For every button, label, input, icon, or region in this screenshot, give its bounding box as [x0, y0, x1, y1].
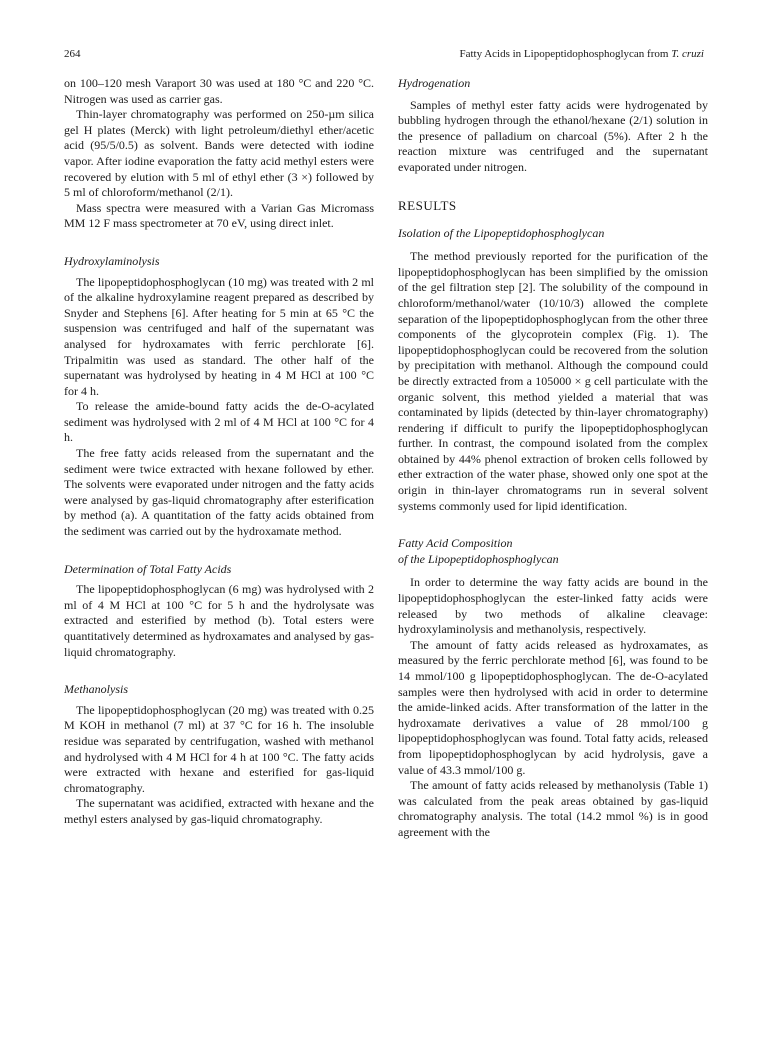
heading-hydrogenation: Hydrogenation [398, 76, 471, 90]
paragraph-free-fatty-acids: The free fatty acids released from the supernatant and the sediment were twice extracted with hexane followed by ether. The solvents were evaporated under nitrogen and the fatty acids were analysed by gas-liquid chromatography after esterification by method (a). A quantitation of the fatty acids obtained from the sediment was carried out by the hydroxamate method. [64, 446, 374, 539]
paragraph-isolation: The method previously reported for the purification of the lipopeptidophosphoglycan has been simplified by the omission of the gel filtration step [2]. The solubility of the compound in chloroform/methanol/water (10/10/3) allowed the complete separation of the lipopeptidophosphoglycan from the other three components of the glycoprotein complex (Fig. 1). The lipopeptidophosphoglycan could be recovered from the solution by precipitation with methanol. Although the compound could be directly extracted from a 105000 × g cell particulate with the organic solvent, this method yielded a material that was contaminated by lipids (detected by thin-layer chromatography) rendering if difficult to purify the lipopeptidophosphoglycan further. In contrast, the compound isolated from the complex obtained by 44% phenol extraction of broken cells followed by ether extraction of the water phase, showed only one spot at the origin in thin-layer chromatograms run in several solvent systems commonly used for lipid identification. [398, 249, 708, 513]
heading-isolation: Isolation of the Lipopeptidophosphoglycan [398, 225, 605, 240]
paragraph-bound-fatty-acids: In order to determine the way fatty acids are bound in the lipopeptidophosphoglycan the ester-linked fatty acids were released by two methods of alkaline cleavage: hydroxylaminolysis and methanolysis, respectively. [398, 575, 708, 637]
running-title-species: T. cruzi [671, 48, 704, 60]
paragraph-hydroxylaminolysis: The lipopeptidophosphoglycan (10 mg) was treated with 2 ml of the alkaline hydroxylamine reagent prepared as described by Snyder and Stephens [6]. After heating for 5 min at 65 °C the suspension was centrifuged and half of the supernatant was analysed for hydroxamates with ferric perchlorate [6]. Tripalmitin was used as standard. The other half of the supernatant was hydrolysed by heating in 4 M HCl at 100 °C for 4 h. [64, 274, 374, 398]
paragraph-supernatant: The supernatant was acidified, extracted with hexane and the methyl esters analysed by gas-liquid chromatography. [64, 796, 374, 826]
heading-total-fatty-acids: Determination of Total Fatty Acids [64, 561, 232, 576]
left-column [64, 76, 374, 1016]
heading-results: RESULTS [398, 197, 457, 213]
heading-hydroxylaminolysis: Hydroxylaminolysis [64, 253, 160, 268]
heading-fatty-acid-composition: Fatty Acid Composition [398, 536, 513, 551]
paragraph-methanolysis: The lipopeptidophosphoglycan (20 mg) was treated with 0.25 M KOH in methanol (7 ml) at 37 °C for 16 h. The insoluble residue was separated by centrifugation, washed with methanol and hydrolysed with 4 M HCl for 4 h at 100 °C. The fatty acids were extracted with hexane and esterified for gas-liquid chromatography. [64, 702, 374, 795]
paragraph-methanolysis-results: The amount of fatty acids released by methanolysis (Table 1) was calculated from the peak areas obtained by gas-liquid chromatography analysis. The total (14.2 mmol %) is in good agreement with the [398, 778, 708, 839]
running-title-text: Fatty Acids in Lipopeptidophosphoglycan from [459, 48, 672, 60]
page-header [64, 46, 704, 62]
paragraph-amide-release: To release the amide-bound fatty acids the de-O-acylated sediment was hydrolysed with 2 ml of 4 M HCl at 100 °C for 4 h. [64, 399, 374, 445]
running-title [459, 46, 704, 62]
paragraph-total-fatty-acids: The lipopeptidophosphoglycan (6 mg) was hydrolysed with 2 ml of 4 M HCl at 100 °C for 5 h and the hydrolysate was extracted and esterified by method (b). Total esters were quantitatively determined as hydroxamates and analysed by gas-liquid chromatography. [64, 582, 374, 659]
heading-methanolysis: Methanolysis [64, 682, 128, 697]
heading-fatty-acid-composition-line2: of the Lipopeptidophosphoglycan [398, 551, 559, 566]
paragraph-gc-conditions: on 100–120 mesh Varaport 30 was used at 180 °C and 220 °C. Nitrogen was used as carrier gas. [64, 76, 374, 106]
right-column [398, 76, 708, 1016]
paragraph-hydroxamates: The amount of fatty acids released as hydroxamates, as measured by the ferric perchlorate method [6], was found to be 14 mmol/100 g lipopeptidophosphoglycan. The de-O-acylated samples were then hydrolysed with acid in order to determine the amide-linked acids. After transformation of the latter in the hydroxamate derivatives a value of 28 mmol/100 g lipopeptidophosphoglycan was found. Total fatty acids, released from lipopeptidophosphoglycan by acid hydrolysis, gave a value of 43.3 mmol/100 g. [398, 637, 708, 777]
paragraph-tlc: Thin-layer chromatography was performed on 250-µm silica gel H plates (Merck) with light petroleum/diethyl ether/acetic acid (95/5/0.5) as solvent. Bands were detected with iodine vapor. After iodine evaporation the fatty acid methyl esters were recovered by elution with 5 ml of ethyl ether (3 ×) followed by 5 ml of chloroform/methanol (2/1). [64, 107, 374, 200]
page-number: 264 [64, 48, 81, 60]
paragraph-hydrogenation: Samples of methyl ester fatty acids were hydrogenated by bubbling hydrogen through the ethanol/hexane (2/1) solution in the presence of palladium on charcoal (5%). After 2 h the reaction mixture was centrifuged and the supernatant evaporated under nitrogen. [398, 97, 708, 174]
paragraph-mass-spectra: Mass spectra were measured with a Varian Gas Micromass MM 12 F mass spectrometer at 70 eV, using direct inlet. [64, 200, 374, 231]
